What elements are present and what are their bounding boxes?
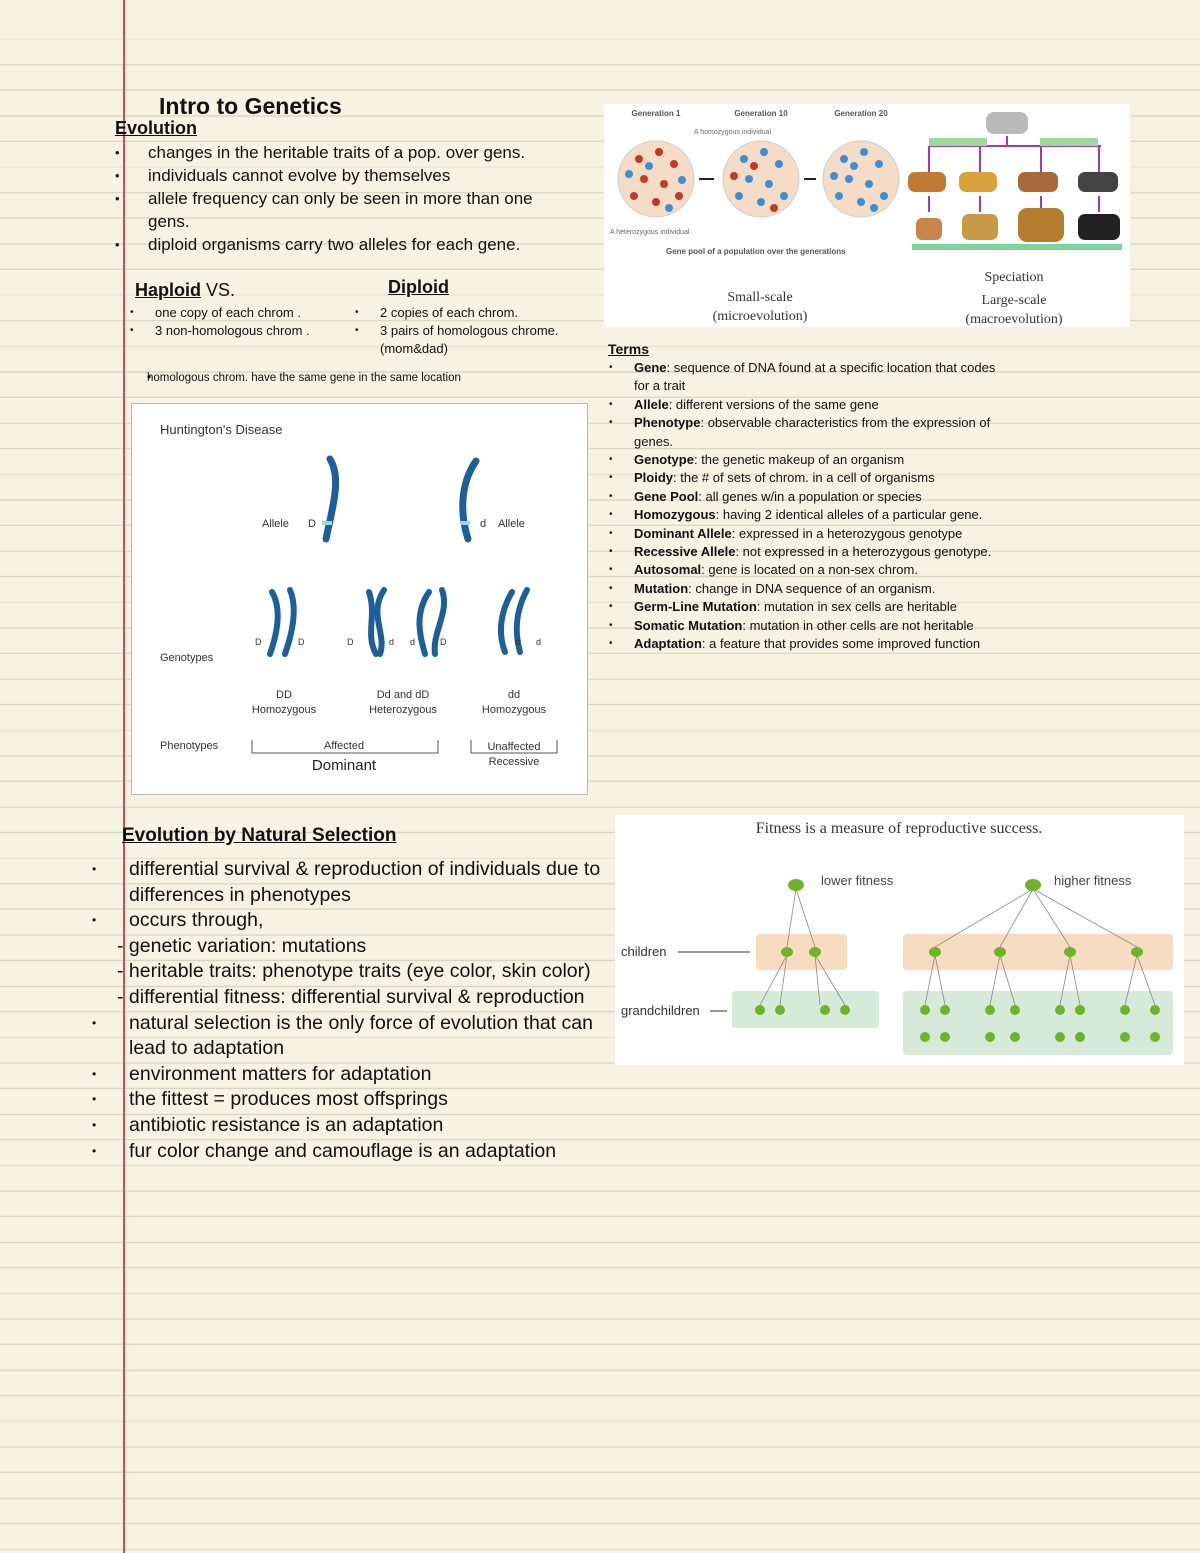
small-scale-label: Small-scale <box>727 290 793 305</box>
recessive-label: Recessive <box>488 756 540 768</box>
huntington-diagram <box>132 404 587 794</box>
large-scale-label: Large-scale <box>981 293 1047 308</box>
grandchildren-label: grandchildren <box>621 1003 700 1018</box>
green-band <box>929 138 987 146</box>
haploid-list <box>130 304 350 340</box>
list-item: • 2 copies of each chrom. <box>355 304 570 322</box>
allele-label-left: Allele <box>262 518 289 530</box>
chromosome-dD-2 <box>377 590 384 654</box>
cat-animal <box>908 172 946 192</box>
homozygous-label-2: Homozygous <box>481 704 547 716</box>
evolution-heading: Evolution <box>115 118 197 138</box>
list-item: - genetic variation: mutations <box>117 934 367 957</box>
haploid-heading <box>135 280 235 301</box>
svg-text:D: D <box>255 637 262 647</box>
heterozygous-note: A heterozygous individual <box>610 229 690 236</box>
gen1-label: Generation 1 <box>631 109 681 118</box>
list-item: • environment matters for adaptation <box>92 1062 607 1088</box>
term-item: • Autosomal: gene is located on a non-sex chrom. <box>607 561 997 579</box>
term-item: • Mutation: change in DNA sequence of an organism. <box>607 580 997 598</box>
affected-label: Affected <box>323 740 365 752</box>
term-item: • Recessive Allele: not expressed in a heterozygous genotype. <box>607 543 997 561</box>
band-mark <box>322 521 332 525</box>
chromosome-dD-1 <box>369 592 376 654</box>
figure-title: Huntington's Disease <box>160 422 283 437</box>
children-box-lower <box>756 934 847 970</box>
genotype-dd: dd <box>507 689 521 701</box>
diploid-heading: Diploid <box>388 277 449 297</box>
list-item: • the fittest = produces most offsprings <box>92 1087 607 1113</box>
chromosome-dd-1 <box>270 592 278 654</box>
chromosome-dD-3 <box>419 592 429 654</box>
fitness-diagram <box>615 815 1184 1065</box>
svg-text:D: D <box>347 637 354 647</box>
list-item: • homologous chrom. have the same gene in the same location <box>130 370 570 386</box>
chromosome-dominant <box>326 459 336 539</box>
natural-selection-list <box>92 857 607 1164</box>
genotype-DD: DD <box>276 689 292 701</box>
term-item: • Somatic Mutation: mutation in other cells are not heritable <box>607 617 997 635</box>
list-item: • occurs through, <box>92 908 607 934</box>
term-item: • Genotype: the genetic makeup of an organism <box>607 451 997 469</box>
svg-text:D: D <box>298 637 305 647</box>
vs-label: VS. <box>201 280 236 300</box>
higher-fitness-label: higher fitness <box>1054 873 1132 888</box>
diploid-list <box>355 304 570 358</box>
grandchildren-box-lower <box>732 991 879 1028</box>
allele-letter-left: D <box>308 518 316 530</box>
cat-animal <box>962 214 998 240</box>
homozygous-note: A homozygous individual <box>694 129 772 136</box>
speciation-label: Speciation <box>984 270 1044 285</box>
ancestor-animal <box>986 112 1028 134</box>
term-item: • Adaptation: a feature that provides some improved function <box>607 635 997 653</box>
list-item: • natural selection is the only force of evolution that can lead to adaptation <box>92 1011 607 1062</box>
cat-animal <box>916 218 942 240</box>
svg-text:d: d <box>515 637 521 647</box>
evolution-list <box>115 141 595 256</box>
svg-text:d: d <box>410 637 416 647</box>
evolution-diagram <box>604 104 1130 327</box>
list-item: • 3 non-homologous chrom . <box>130 322 350 340</box>
homologous-note <box>130 370 570 386</box>
list-item: • diploid organisms carry two alleles for each gene. <box>115 233 595 256</box>
band-mark <box>460 521 470 525</box>
svg-text:D: D <box>440 637 447 647</box>
chromosome-dd-2 <box>285 590 294 654</box>
list-item: - differential fitness: differential survival & reproduction <box>117 985 585 1008</box>
unaffected-label: Unaffected <box>487 741 541 753</box>
children-label: children <box>621 944 667 959</box>
microevolution-label: (microevolution) <box>712 309 808 324</box>
list-item: • one copy of each chrom . <box>130 304 350 322</box>
term-item: • Gene Pool: all genes w/in a population or species <box>607 488 997 506</box>
list-item: • antibiotic resistance is an adaptation <box>92 1113 607 1139</box>
list-item: - heritable traits: phenotype traits (eye color, skin color) <box>117 960 591 983</box>
fitness-title: Fitness is a measure of reproductive success. <box>755 820 1043 837</box>
huntington-figure <box>131 403 588 795</box>
fitness-figure <box>615 815 1184 1065</box>
evolution-figure <box>604 104 1130 327</box>
natural-selection-heading: Evolution by Natural Selection <box>122 825 397 846</box>
page-title: Intro to Genetics <box>159 93 342 119</box>
term-item: • Allele: different versions of the same gene <box>607 396 997 414</box>
dominant-label: Dominant <box>311 757 377 774</box>
list-item: • changes in the heritable traits of a pop. over gens. <box>115 141 595 164</box>
list-item: • fur color change and camouflage is an adaptation <box>92 1139 607 1165</box>
cat-animal <box>1078 172 1118 192</box>
terms-list <box>607 359 997 654</box>
term-item: • Phenotype: observable characteristics from the expression of genes. <box>607 414 997 451</box>
green-band <box>1040 138 1098 146</box>
genotype-Dd: Dd and dD <box>376 689 430 701</box>
genotypes-label: Genotypes <box>160 652 214 664</box>
list-item: • 3 pairs of homologous chrome. (mom&dad) <box>355 322 570 358</box>
green-band <box>912 244 1122 250</box>
panther-animal <box>1078 214 1120 240</box>
macroevolution-label: (macroevolution) <box>965 312 1063 327</box>
term-item: • Homozygous: having 2 identical alleles of a particular gene. <box>607 506 997 524</box>
homozygous-label-1: Homozygous <box>251 704 317 716</box>
term-item: • Ploidy: the # of sets of chrom. in a cell of organisms <box>607 469 997 487</box>
grandchildren-box-higher <box>903 991 1173 1055</box>
heterozygous-label: Heterozygous <box>369 704 437 716</box>
term-item: • Germ-Line Mutation: mutation in sex cells are heritable <box>607 598 997 616</box>
gen10-label: Generation 10 <box>734 109 788 118</box>
allele-letter-right: d <box>480 518 487 530</box>
terms-heading: Terms <box>608 341 649 357</box>
gen20-label: Generation 20 <box>834 109 888 118</box>
lion-animal <box>1018 208 1064 242</box>
list-item: • differential survival & reproduction of individuals due to differences in phenotypes <box>92 857 607 908</box>
svg-text:d: d <box>536 637 542 647</box>
allele-label-right: Allele <box>498 518 525 530</box>
list-item: • allele frequency can only be seen in more than one gens. <box>115 187 595 233</box>
term-item: • Gene: sequence of DNA found at a specific location that codes for a trait <box>607 359 997 396</box>
chromosome-recessive <box>463 461 476 539</box>
cat-animal <box>1018 172 1058 192</box>
svg-text:d: d <box>389 637 395 647</box>
lower-fitness-label: lower fitness <box>821 873 894 888</box>
chromosome-rr-1 <box>501 592 512 652</box>
phenotypes-label: Phenotypes <box>160 740 219 752</box>
gene-pool-caption: Gene pool of a population over the generations <box>666 247 846 256</box>
haploid-label: Haploid <box>135 280 201 300</box>
cat-animal <box>959 172 997 192</box>
list-item: • individuals cannot evolve by themselves <box>115 164 595 187</box>
term-item: • Dominant Allele: expressed in a heterozygous genotype <box>607 525 997 543</box>
